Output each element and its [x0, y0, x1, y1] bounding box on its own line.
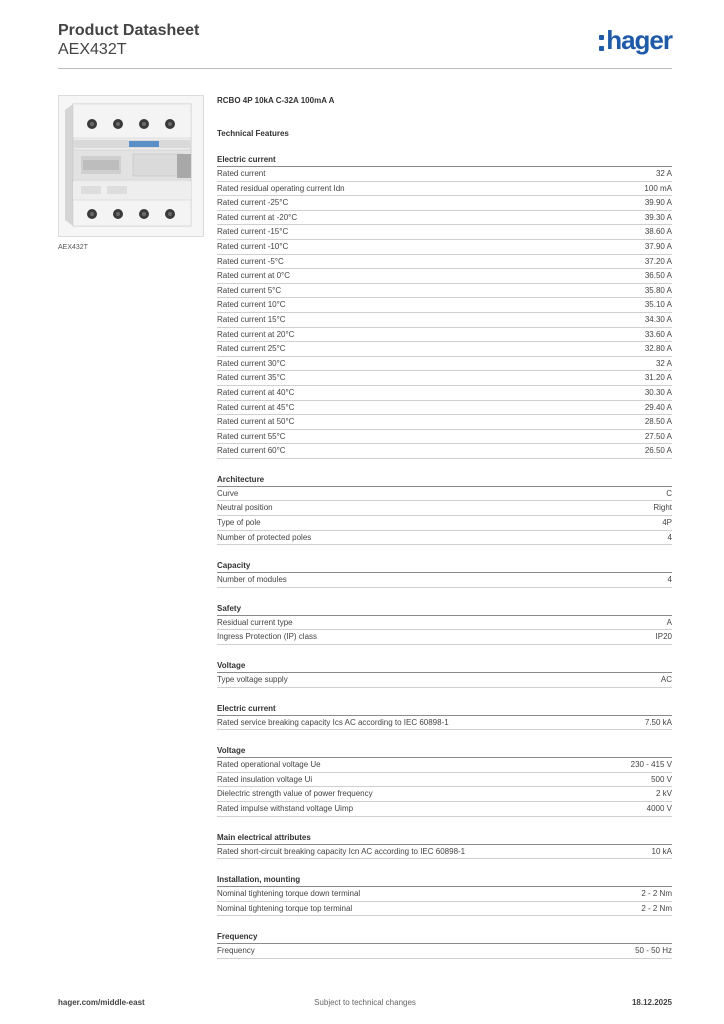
- feature-label: Rated current 5°C: [217, 285, 282, 295]
- feature-row: [217, 255, 672, 270]
- feature-row: [217, 616, 672, 631]
- feature-row: [217, 313, 672, 328]
- feature-value: 27.50 A: [644, 431, 672, 441]
- rcbo-device-illustration: [59, 96, 203, 236]
- feature-label: Rated insulation voltage Ui: [217, 774, 313, 784]
- footer-notice: Subject to technical changes: [314, 998, 416, 1007]
- feature-row: [217, 225, 672, 240]
- feature-row: [217, 444, 672, 459]
- feature-row: [217, 516, 672, 531]
- feature-label: Rated current 55°C: [217, 431, 286, 441]
- feature-value: 230 - 415 V: [630, 760, 672, 770]
- footer-date: 18.12.2025: [631, 998, 672, 1007]
- feature-value: 4: [667, 532, 672, 542]
- feature-sections: [217, 155, 672, 959]
- page-title: Product Datasheet: [58, 22, 200, 39]
- feature-row: [217, 573, 672, 588]
- feature-label: Frequency: [217, 946, 255, 956]
- feature-label: Type of pole: [217, 518, 261, 528]
- datasheet-content: [217, 96, 672, 959]
- feature-row: [217, 630, 672, 645]
- feature-value: 33.60 A: [644, 329, 672, 339]
- feature-row: [217, 284, 672, 299]
- feature-label: Rated current -25°C: [217, 198, 289, 208]
- feature-section: [217, 155, 672, 459]
- feature-label: Rated short-circuit breaking capacity Icn AC according to IEC 60898-1: [217, 846, 466, 856]
- feature-label: Rated current at 40°C: [217, 387, 295, 397]
- section-title: Main electrical attributes: [217, 833, 672, 845]
- feature-value: 2 kV: [655, 789, 672, 799]
- feature-section: [217, 704, 672, 731]
- feature-value: 4000 V: [646, 804, 672, 813]
- feature-label: Type voltage supply: [217, 675, 288, 685]
- section-title: Voltage: [217, 746, 672, 758]
- feature-value: 7.50 kA: [644, 717, 672, 727]
- section-title: Safety: [217, 604, 672, 616]
- feature-value: 50 - 50 Hz: [635, 946, 672, 956]
- feature-section: [217, 561, 672, 588]
- feature-value: 500 V: [651, 774, 672, 784]
- feature-value: 32.80 A: [644, 344, 672, 354]
- feature-row: [217, 182, 672, 197]
- feature-value: 100 mA: [644, 183, 672, 193]
- feature-row: [217, 167, 672, 182]
- section-title: Architecture: [217, 475, 672, 487]
- feature-row: [217, 845, 672, 860]
- section-title: Voltage: [217, 661, 672, 673]
- technical-features-heading: Technical Features: [217, 129, 289, 138]
- feature-value: C: [666, 488, 672, 498]
- feature-section: [217, 604, 672, 645]
- feature-value: 2 - 2 Nm: [641, 889, 672, 899]
- feature-label: Rated service breaking capacity Ics AC according to IEC 60898-1: [217, 717, 449, 727]
- feature-section: [217, 932, 672, 959]
- feature-value: 37.90 A: [644, 241, 672, 251]
- feature-label: Number of modules: [217, 575, 287, 585]
- feature-label: Rated current: [217, 169, 266, 178]
- feature-value: 26.50 A: [644, 446, 672, 456]
- feature-label: Rated current at 0°C: [217, 271, 291, 281]
- feature-row: [217, 211, 672, 226]
- feature-row: [217, 298, 672, 313]
- feature-value: 2 - 2 Nm: [641, 903, 672, 913]
- feature-label: Rated current -5°C: [217, 256, 284, 266]
- feature-value: 10 kA: [651, 846, 672, 856]
- logo-colon-mark: [599, 35, 604, 51]
- feature-row: [217, 342, 672, 357]
- feature-value: 37.20 A: [644, 256, 672, 266]
- feature-row: [217, 386, 672, 401]
- feature-row: [217, 357, 672, 372]
- feature-section: [217, 875, 672, 916]
- feature-row: [217, 902, 672, 917]
- feature-row: [217, 371, 672, 386]
- feature-value: Right: [653, 503, 672, 513]
- feature-label: Rated impulse withstand voltage Uimp: [217, 804, 354, 813]
- feature-label: Rated current 15°C: [217, 314, 286, 324]
- feature-value: 4: [667, 575, 672, 585]
- feature-value: 38.60 A: [644, 227, 672, 237]
- logo-text: hager: [606, 25, 672, 55]
- footer-website: hager.com/middle-east: [58, 998, 145, 1007]
- feature-label: Nominal tightening torque down terminal: [217, 889, 361, 899]
- feature-label: Rated current -10°C: [217, 241, 289, 251]
- feature-label: Ingress Protection (IP) class: [217, 632, 318, 642]
- feature-label: Rated current 35°C: [217, 373, 286, 383]
- feature-label: Rated current at 45°C: [217, 402, 295, 412]
- feature-label: Residual current type: [217, 617, 293, 627]
- feature-value: 30.30 A: [644, 387, 672, 397]
- feature-label: Rated current 25°C: [217, 344, 286, 354]
- product-image: [58, 95, 204, 237]
- feature-value: A: [666, 617, 672, 627]
- section-title: Capacity: [217, 561, 672, 573]
- feature-row: [217, 240, 672, 255]
- feature-label: Curve: [217, 488, 239, 498]
- feature-row: [217, 269, 672, 284]
- page-subtitle: AEX432T: [58, 41, 127, 58]
- feature-section: [217, 833, 672, 860]
- feature-label: Rated current 60°C: [217, 446, 286, 456]
- feature-value: 4P: [662, 518, 672, 528]
- feature-row: [217, 196, 672, 211]
- feature-label: Rated current at 50°C: [217, 417, 295, 427]
- feature-label: Number of protected poles: [217, 532, 312, 542]
- feature-label: Dielectric strength value of power frequency: [217, 789, 373, 799]
- section-title: Frequency: [217, 932, 672, 944]
- feature-row: [217, 802, 672, 817]
- hager-logo: [599, 25, 672, 55]
- feature-value: 32 A: [655, 169, 672, 178]
- feature-row: [217, 531, 672, 546]
- section-title: Electric current: [217, 155, 672, 167]
- feature-label: Rated current at 20°C: [217, 329, 295, 339]
- feature-label: Rated current 30°C: [217, 358, 286, 368]
- feature-row: [217, 673, 672, 688]
- feature-row: [217, 401, 672, 416]
- feature-value: AC: [660, 675, 672, 685]
- feature-row: [217, 758, 672, 773]
- feature-row: [217, 415, 672, 430]
- feature-value: 35.80 A: [644, 285, 672, 295]
- feature-section: [217, 475, 672, 545]
- feature-section: [217, 661, 672, 688]
- feature-label: Nominal tightening torque top terminal: [217, 903, 353, 913]
- feature-label: Rated current -15°C: [217, 227, 289, 237]
- section-title: Electric current: [217, 704, 672, 716]
- feature-row: [217, 328, 672, 343]
- feature-label: Rated operational voltage Ue: [217, 760, 321, 770]
- feature-value: 35.10 A: [644, 300, 672, 310]
- image-caption: AEX432T: [58, 244, 88, 251]
- feature-value: 29.40 A: [644, 402, 672, 412]
- feature-row: [217, 944, 672, 959]
- feature-row: [217, 487, 672, 502]
- page-header: [58, 21, 672, 69]
- feature-value: 31.20 A: [644, 373, 672, 383]
- feature-label: Rated current at -20°C: [217, 212, 298, 222]
- feature-label: Rated current 10°C: [217, 300, 286, 310]
- feature-label: Neutral position: [217, 503, 273, 513]
- feature-row: [217, 430, 672, 445]
- feature-value: 39.90 A: [644, 198, 672, 208]
- section-title: Installation, mounting: [217, 875, 672, 887]
- feature-row: [217, 787, 672, 802]
- feature-value: 28.50 A: [644, 417, 672, 427]
- feature-value: 36.50 A: [644, 271, 672, 281]
- feature-value: 39.30 A: [644, 212, 672, 222]
- feature-row: [217, 501, 672, 516]
- feature-row: [217, 773, 672, 788]
- feature-value: 34.30 A: [644, 314, 672, 324]
- feature-section: [217, 746, 672, 816]
- feature-value: 32 A: [655, 358, 672, 368]
- feature-row: [217, 887, 672, 902]
- feature-row: [217, 716, 672, 731]
- feature-value: IP20: [655, 632, 672, 642]
- feature-label: Rated residual operating current Idn: [217, 183, 345, 193]
- product-name: RCBO 4P 10kA C-32A 100mA A: [217, 96, 335, 105]
